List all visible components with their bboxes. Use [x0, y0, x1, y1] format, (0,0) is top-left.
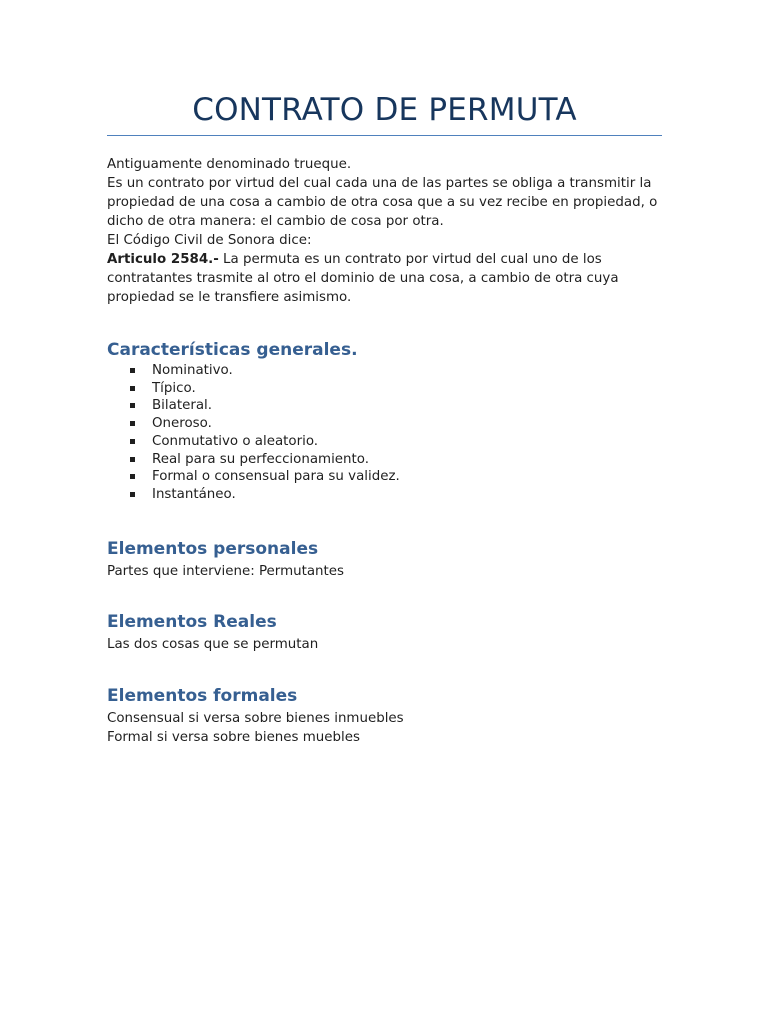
elementos-formales-text [107, 709, 667, 747]
bullet-icon [130, 492, 135, 497]
document-title: CONTRATO DE PERMUTA [192, 92, 577, 128]
list-item-label: Real para su perfeccionamiento. [152, 451, 369, 467]
list-item-label: Nominativo. [152, 363, 233, 378]
list-item-label: Conmutativo o aleatorio. [152, 433, 319, 449]
intro-section [107, 155, 667, 307]
bullet-icon [130, 403, 135, 408]
list-item-label: Formal o consensual para su validez. [152, 469, 400, 485]
list-item [107, 468, 400, 486]
elementos-reales-text [107, 635, 667, 654]
list-item-label: Bilateral. [152, 398, 213, 414]
article-paragraph [107, 250, 667, 307]
intro-codigo-civil: El Código Civil de Sonora dice: [107, 233, 312, 248]
bullet-icon [130, 439, 135, 444]
intro-definition: Es un contrato por virtud del cual cada una de las partes se obliga a transmitir la propiedad de una cosa a cambio de otra cosa que a su vez recibe en propiedad, o dicho de otra manera: el cambio de cosa por otra. [107, 176, 658, 229]
bullet-icon [130, 386, 135, 391]
list-item [107, 397, 400, 415]
title-underline [107, 135, 662, 136]
list-item [107, 415, 400, 433]
article-label: Articulo 2584.- [107, 252, 219, 267]
list-item [107, 451, 400, 469]
list-item-label: Típico. [152, 380, 196, 396]
list-item [107, 380, 400, 398]
formales-line-consensual: Consensual si versa sobre bienes inmuebles [107, 711, 404, 726]
bullet-icon [130, 368, 135, 373]
list-item [107, 362, 400, 380]
formales-line-formal: Formal si versa sobre bienes muebles [107, 730, 360, 745]
list-item [107, 486, 400, 504]
bullet-icon [130, 421, 135, 426]
personales-line: Partes que interviene: Permutantes [107, 564, 345, 579]
caracteristicas-list [107, 362, 400, 504]
article-text: La permuta es un contrato por virtud del cual uno de los contratantes trasmite al otro el dominio de una cosa, a cambio de otra cuya propiedad se le transfiere asimismo. [107, 252, 619, 305]
heading-elementos-formales: Elementos formales [107, 686, 298, 706]
list-item-label: Instantáneo. [152, 486, 236, 502]
bullet-icon [130, 474, 135, 479]
elementos-personales-text [107, 562, 667, 581]
heading-elementos-reales: Elementos Reales [107, 612, 277, 632]
heading-caracteristicas: Características generales. [107, 340, 358, 360]
list-item-label: Oneroso. [152, 416, 212, 432]
reales-line: Las dos cosas que se permutan [107, 637, 319, 652]
intro-line-trueque: Antiguamente denominado trueque. [107, 157, 352, 172]
list-item [107, 433, 400, 451]
bullet-icon [130, 457, 135, 462]
heading-elementos-personales: Elementos personales [107, 539, 319, 559]
